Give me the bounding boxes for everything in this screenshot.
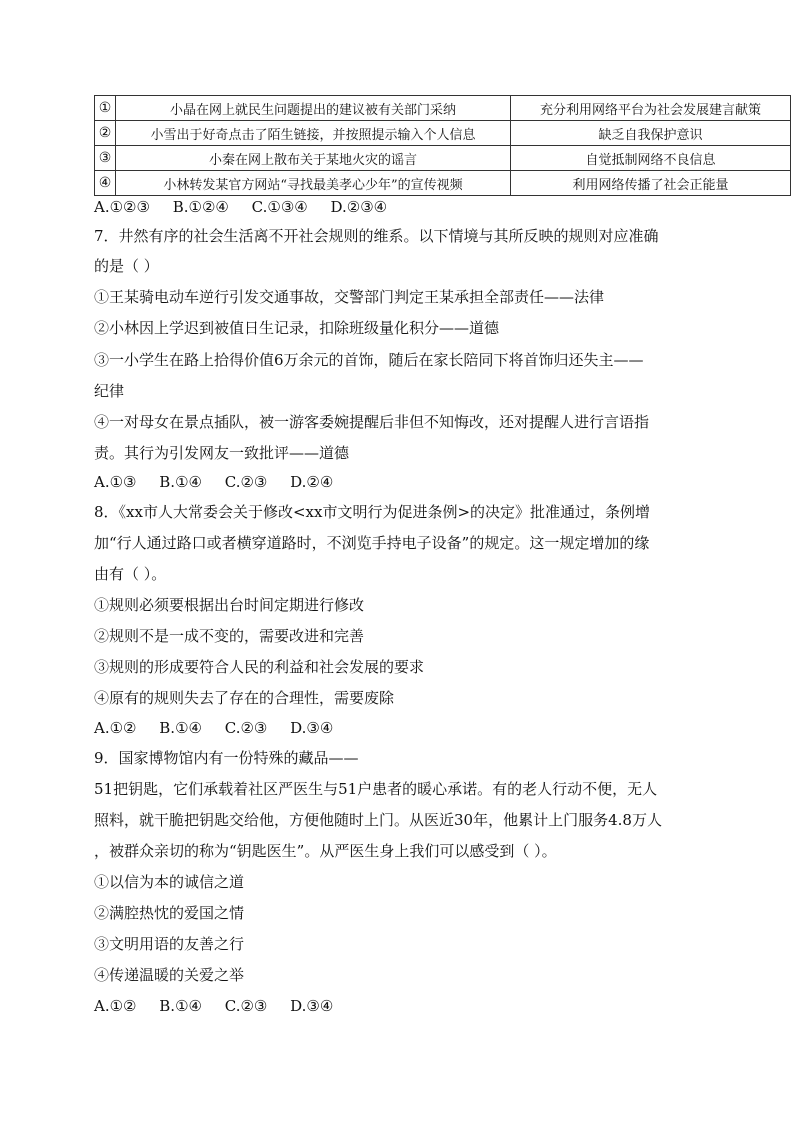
situation-cell: 小林转发某官方网站“寻找最美孝心少年”的宣传视频 — [116, 171, 511, 196]
q9-stem-line-2: 51把钥匙，它们承载着社区严医生与51户患者的暖心承诺。有的老人行动不便，无人 — [94, 780, 658, 798]
q8-statement-2: ②规则不是一成不变的，需要改进和完善 — [94, 627, 365, 645]
option-b[interactable]: B.①④ — [159, 473, 202, 491]
option-a[interactable]: A.①② — [94, 997, 137, 1015]
situation-cell: 小秦在网上散布关于某地火灾的谣言 — [116, 146, 511, 171]
table-row — [95, 121, 791, 146]
q7-statement-4-cont: 责。其行为引发网友一致批评——道德 — [94, 444, 350, 462]
meaning-cell: 缺乏自我保护意识 — [511, 121, 791, 146]
row-number: ④ — [95, 171, 116, 196]
q9-stem-line-5: ①以信为本的诚信之道 — [94, 873, 245, 891]
table-row — [95, 146, 791, 171]
option-c[interactable]: C.②③ — [224, 997, 268, 1015]
row-number: ③ — [95, 146, 116, 171]
q7-statement-1: ①王某骑电动车逆行引发交通事故，交警部门判定王某承担全部责任——法律 — [94, 288, 605, 306]
option-d[interactable]: D.③④ — [290, 997, 334, 1015]
option-c[interactable]: C.②③ — [224, 719, 268, 737]
option-b[interactable]: B.①④ — [159, 997, 202, 1015]
q9-options — [94, 996, 794, 1016]
q7-stem-line-1: 7．井然有序的社会生活离不开社会规则的维系。以下情境与其所反映的规则对应准确 — [94, 227, 659, 245]
q8-stem-line-3: 由有（ ）。 — [94, 565, 167, 583]
meaning-cell: 自觉抵制网络不良信息 — [511, 146, 791, 171]
q7-stem-line-2: 的是（ ） — [94, 257, 159, 275]
q6-table — [94, 95, 791, 196]
q8-options — [94, 718, 794, 738]
q7-statement-3-cont: 纪律 — [94, 382, 125, 400]
q8-stem-line-2: 加“行人通过路口或者横穿道路时，不浏览手持电子设备”的规定。这一规定增加的缘 — [94, 534, 650, 552]
option-c[interactable]: C.②③ — [224, 473, 268, 491]
q8-statement-1: ①规则必须要根据出台时间定期进行修改 — [94, 596, 365, 614]
meaning-cell: 利用网络传播了社会正能量 — [511, 171, 791, 196]
q9-stem-line-1: 9．国家博物馆内有一份特殊的藏品—— — [94, 749, 359, 767]
option-a[interactable]: A.①③ — [94, 473, 137, 491]
q8-statement-3: ③规则的形成要符合人民的利益和社会发展的要求 — [94, 658, 425, 676]
option-b[interactable]: B.①④ — [159, 719, 202, 737]
option-b[interactable]: B.①②④ — [172, 198, 229, 216]
q9-statement-1: ②满腔热忱的爱国之情 — [94, 904, 245, 922]
meaning-cell: 充分利用网络平台为社会发展建言献策 — [511, 96, 791, 121]
option-a[interactable]: A.①② — [94, 719, 137, 737]
q6-options — [94, 197, 794, 217]
q9-statement-2: ③文明用语的友善之行 — [94, 935, 245, 953]
q7-statement-4: ④一对母女在景点插队，被一游客委婉提醒后非但不知悔改，还对提醒人进行言语指 — [94, 413, 650, 431]
situation-cell: 小雪出于好奇点击了陌生链接，并按照提示输入个人信息 — [116, 121, 511, 146]
situation-cell: 小晶在网上就民生问题提出的建议被有关部门采纳 — [116, 96, 511, 121]
q9-stem-line-4: ，被群众亲切的称为“钥匙医生”。从严医生身上我们可以感受到（ ）。 — [94, 842, 557, 860]
q7-statement-3: ③一小学生在路上拾得价值6万余元的首饰，随后在家长陪同下将首饰归还失主—— — [94, 351, 644, 369]
q9-statement-3: ④传递温暖的关爱之举 — [94, 966, 245, 984]
q8-statement-4: ④原有的规则失去了存在的合理性，需要废除 — [94, 689, 395, 707]
option-c[interactable]: C.①③④ — [251, 198, 308, 216]
q8-stem-line-1: 8．《xx市人大常委会关于修改<xx市文明行为促进条例>的决定》批准通过，条例增 — [94, 503, 651, 521]
option-a[interactable]: A.①②③ — [94, 198, 150, 216]
option-d[interactable]: D.③④ — [290, 719, 334, 737]
table-row — [95, 171, 791, 196]
q7-statement-2: ②小林因上学迟到被值日生记录，扣除班级量化积分——道德 — [94, 319, 500, 337]
row-number: ② — [95, 121, 116, 146]
option-d[interactable]: D.②④ — [290, 473, 334, 491]
q9-stem-line-3: 照料，就干脆把钥匙交给他，方便他随时上门。从医近30年，他累计上门服务4.8万人 — [94, 811, 662, 829]
q7-options — [94, 472, 794, 492]
option-d[interactable]: D.②③④ — [330, 198, 388, 216]
table-row — [95, 96, 791, 121]
row-number: ① — [95, 96, 116, 121]
